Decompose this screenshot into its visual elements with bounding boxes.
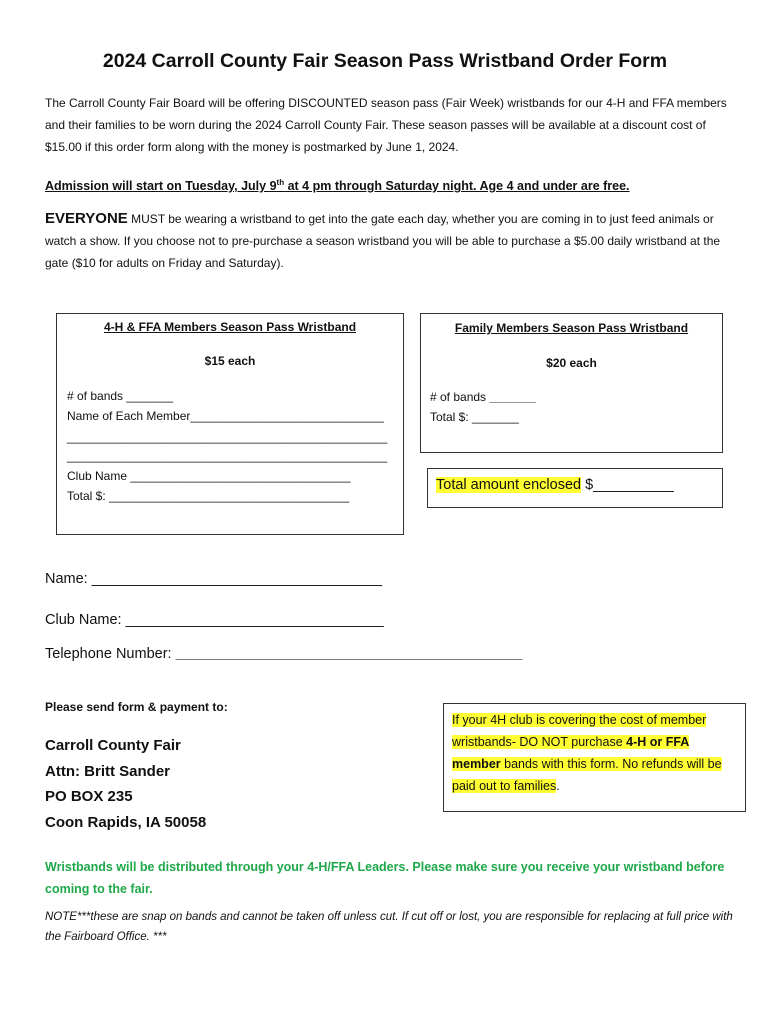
family-bands-blank[interactable]: _______	[489, 390, 537, 404]
member-names-field[interactable]: Name of Each Member_____________________________	[67, 409, 384, 423]
family-bands-field[interactable]	[430, 387, 536, 407]
address-line: Coon Rapids, IA 50058	[45, 813, 207, 831]
club-coverage-note	[443, 703, 746, 812]
member-names-line-2[interactable]: ________________________________________________	[67, 430, 388, 444]
address-line: Attn: Britt Sander	[45, 762, 170, 780]
telephone-label: Telephone Number:	[45, 646, 176, 662]
note-end: .	[556, 779, 560, 793]
family-bands-label: # of bands	[430, 390, 490, 404]
everyone-paragraph	[45, 208, 735, 274]
send-to-heading: Please send form & payment to:	[45, 700, 228, 714]
total-enclosed-box	[427, 468, 723, 508]
member-box-heading: 4-H & FFA Members Season Pass Wristband	[103, 320, 357, 334]
note-bold: 4-H or FFA member	[452, 735, 690, 771]
everyone-lead: EVERYONE	[45, 210, 128, 227]
member-box-price: $15 each	[204, 354, 256, 368]
name-field[interactable]: Name: ____________________________________	[45, 571, 383, 587]
admission-notice	[45, 172, 735, 197]
page-title: 2024 Carroll County Fair Season Pass Wristband Order Form	[102, 50, 668, 72]
member-total-field[interactable]: Total $: ____________________________________	[67, 489, 350, 503]
member-club-field[interactable]: Club Name _________________________________	[67, 469, 351, 483]
admission-sup: th	[276, 178, 285, 187]
telephone-blank[interactable]: ___________________________________________	[175, 646, 523, 662]
member-wristband-box	[56, 313, 404, 535]
family-total-field[interactable]: Total $: _______	[430, 410, 519, 424]
total-enclosed-blank[interactable]: $__________	[581, 477, 674, 493]
family-box-heading: Family Members Season Pass Wristband	[454, 321, 689, 335]
everyone-text: MUST be wearing a wristband to get into the gate each day, whether you are coming in to just feed animals or watch a show. If you choose not to pre-purchase a season wristband you will be able to purchase a $5.00 daily wristband at the gate ($10 for adults on Friday and Saturday).	[45, 212, 721, 270]
member-names-line-3[interactable]: ________________________________________________	[67, 449, 388, 463]
distribution-notice: Wristbands will be distributed through your 4-H/FFA Leaders. Please make sure you receive your wristband before coming to the fair.	[45, 860, 725, 896]
final-note: NOTE***these are snap on bands and cannot be taken off unless cut. If cut off or lost, you are responsible for replacing at full price with the Fairboard Office. ***	[45, 911, 733, 943]
family-box-price: $20 each	[546, 356, 597, 370]
club-name-field[interactable]: Club Name: ________________________________	[45, 612, 384, 628]
family-wristband-box	[420, 313, 723, 453]
total-enclosed-field[interactable]	[436, 477, 674, 493]
note-text-rest: bands with this form. No refunds will be paid out to families	[452, 757, 722, 793]
total-enclosed-label: Total amount enclosed	[436, 477, 582, 493]
admission-text: Admission will start on Tuesday, July 9	[45, 179, 277, 194]
address-line: PO BOX 235	[45, 788, 133, 805]
address-line: Carroll County Fair	[45, 737, 181, 754]
mailing-address	[45, 733, 206, 835]
member-bands-field[interactable]: # of bands _______	[67, 389, 174, 403]
admission-text-rest: at 4 pm through Saturday night. Age 4 and under are free.	[284, 179, 630, 194]
telephone-field[interactable]	[45, 646, 522, 662]
note-text: If your 4H club is covering the cost of member wristbands- DO NOT purchase	[452, 713, 707, 749]
intro-paragraph: The Carroll County Fair Board will be offering DISCOUNTED season pass (Fair Week) wristbands for our 4-H and FFA members and their families to be worn during the 2024 Carroll County Fair. These season passes will be available at a discount cost of $15.00 if this order form along with the money is postmarked by June 1, 2024.	[45, 96, 727, 154]
